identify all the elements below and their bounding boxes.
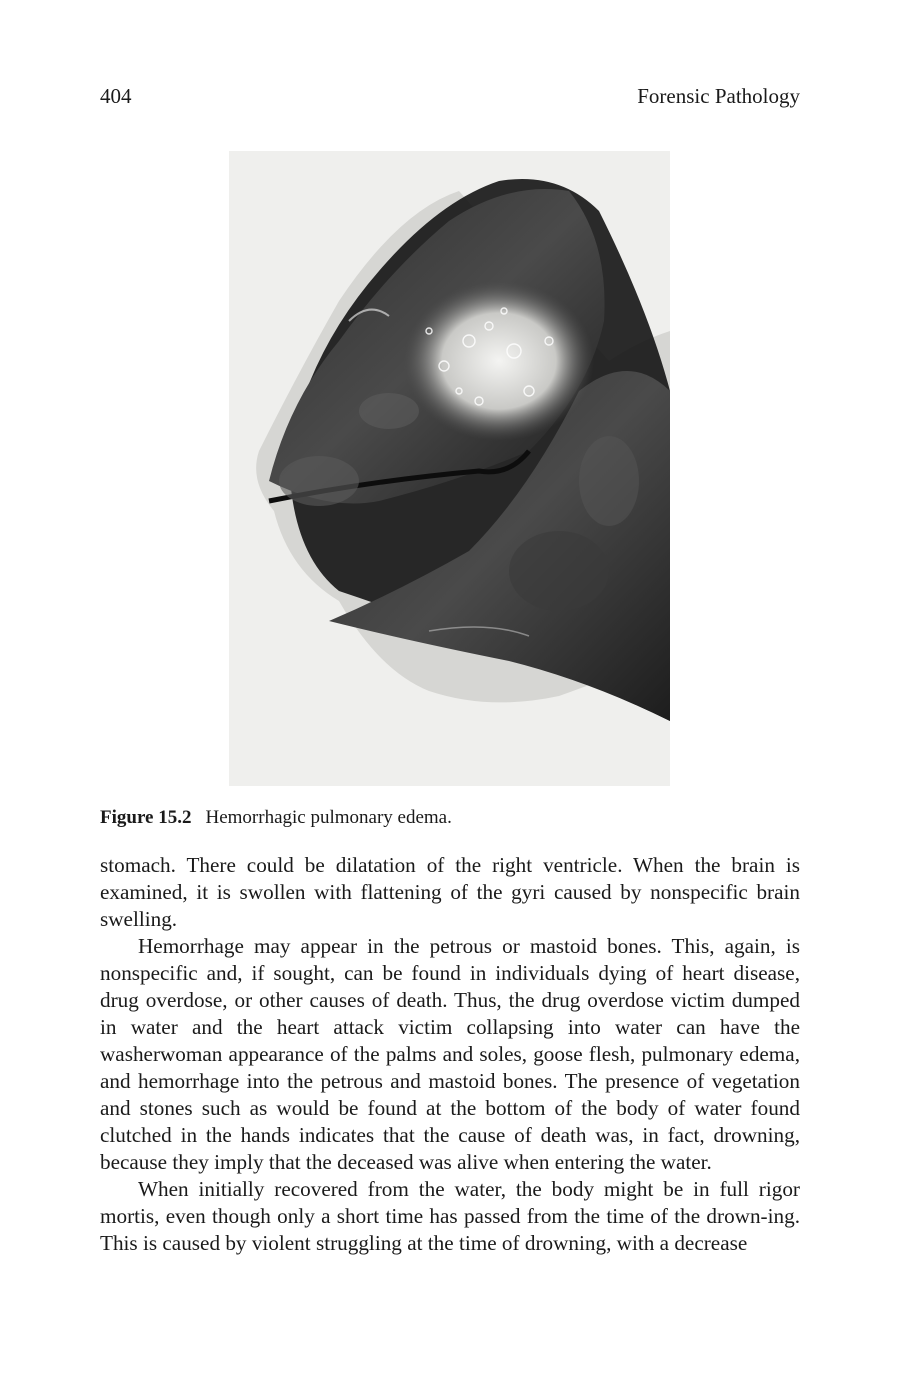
lung-specimen-icon xyxy=(229,151,670,786)
paragraph-2: Hemorrhage may appear in the petrous or mastoid bones. This, again, is nonspecific and, if sought, can be found in individuals dying of heart disease, drug overdose, or other causes of death. Thus, the drug overdose victim dumped in water and the heart attack victim collapsing into water can have the washerwoman appearance of the palms and soles, goose flesh, pulmonary edema, and hemorrhage into the petrous and mastoid bones. The presence of vegetation and stones such as would be found at the bottom of the body of water found clutched in the hands indicates that the cause of death was, in fact, drowning, because they imply that the deceased was alive when entering the water. xyxy=(100,934,800,1174)
figure-caption-text: Hemorrhagic pulmonary edema. xyxy=(205,807,452,828)
page-number: 404 xyxy=(100,84,132,108)
paragraph-1: stomach. There could be dilatation of the right ventricle. When the brain is examined, it is swollen with flattening of the gyri caused by nonspecific brain swelling. xyxy=(100,853,800,931)
figure-photo xyxy=(229,151,670,786)
figure-label: Figure 15.2 xyxy=(100,807,192,828)
body-text xyxy=(100,852,800,1257)
figure-caption xyxy=(100,805,800,831)
running-title: Forensic Pathology xyxy=(637,84,800,108)
paragraph-3: When initially recovered from the water, the body might be in full rigor mortis, even though only a short time has passed from the time of the drown-ing. This is caused by violent struggling at the time of drowning, with a decrease xyxy=(100,1177,800,1255)
page-header xyxy=(100,82,800,110)
